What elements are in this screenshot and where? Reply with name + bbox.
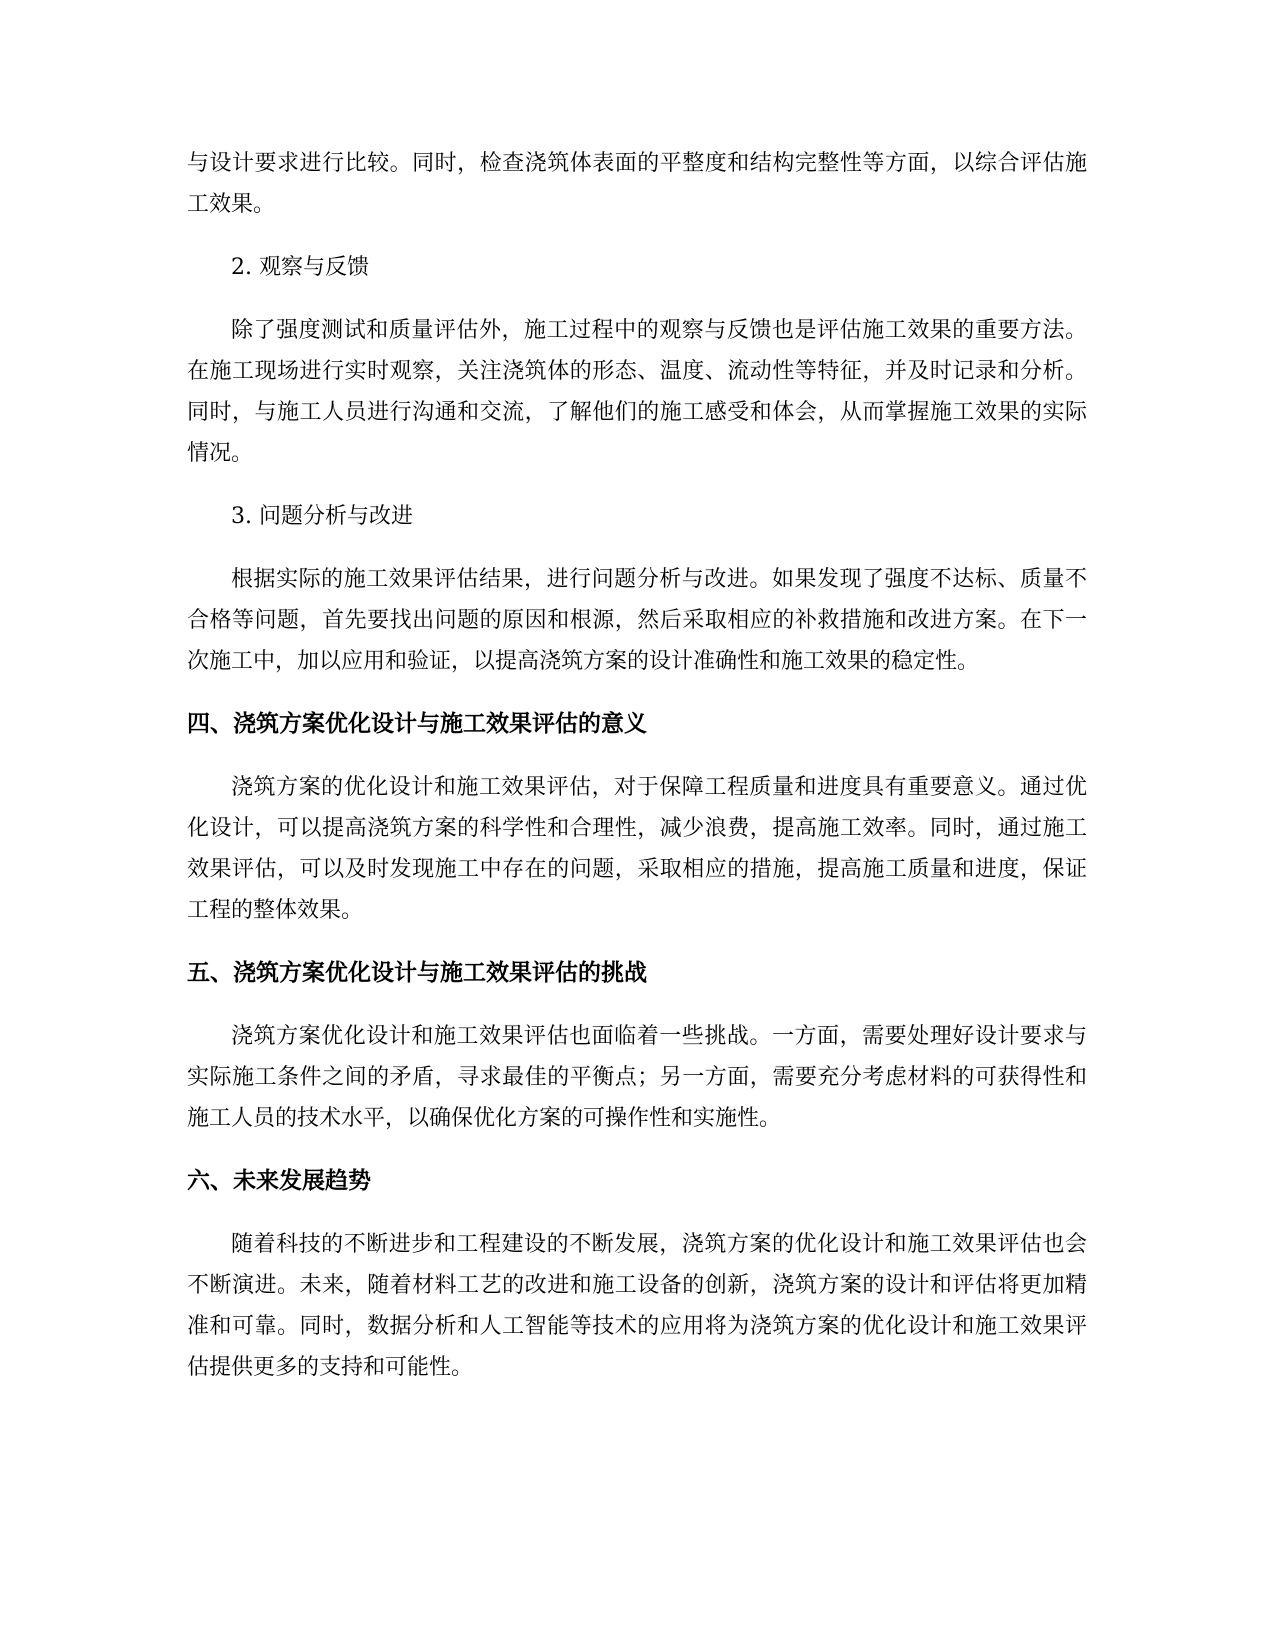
section-heading-5: 五、浇筑方案优化设计与施工效果评估的挑战: [187, 960, 647, 986]
paragraph-analysis: 根据实际的施工效果评估结果，进行问题分析与改进。如果发现了强度不达标、质量不合格等问题，首先要找出问题的原因和根源，然后采取相应的补救措施和改进方案。在下一次施工中，加以应用和验证，以提高浇筑方案的设计准确性和施工效果的稳定性。: [187, 567, 1087, 674]
text-column: [187, 143, 1087, 1388]
subsection-heading-3: 3. 问题分析与改进: [231, 504, 413, 529]
section-heading-4: 四、浇筑方案优化设计与施工效果评估的意义: [187, 711, 647, 737]
paragraph-observation: 除了强度测试和质量评估外，施工过程中的观察与反馈也是评估施工效果的重要方法。在施工现场进行实时观察，关注浇筑体的形态、温度、流动性等特征，并及时记录和分析。同时，与施工人员进行沟通和交流，了解他们的施工感受和体会，从而掌握施工效果的实际情况。: [187, 318, 1087, 466]
subsection-heading-2: 2. 观察与反馈: [231, 255, 369, 280]
paragraph-significance: 浇筑方案的优化设计和施工效果评估，对于保障工程质量和进度具有重要意义。通过优化设计，可以提高浇筑方案的科学性和合理性，减少浪费，提高施工效率。同时，通过施工效果评估，可以及时发现施工中存在的问题，采取相应的措施，提高施工质量和进度，保证工程的整体效果。: [187, 775, 1087, 923]
paragraph-continuation: 与设计要求进行比较。同时，检查浇筑体表面的平整度和结构完整性等方面，以综合评估施工效果。: [187, 151, 1087, 217]
section-heading-6: 六、未来发展趋势: [187, 1168, 371, 1194]
paragraph-future: 随着科技的不断进步和工程建设的不断发展，浇筑方案的优化设计和施工效果评估也会不断演进。未来，随着材料工艺的改进和施工设备的创新，浇筑方案的设计和评估将更加精准和可靠。同时，数据分析和人工智能等技术的应用将为浇筑方案的优化设计和施工效果评估提供更多的支持和可能性。: [187, 1232, 1087, 1380]
paragraph-challenges: 浇筑方案优化设计和施工效果评估也面临着一些挑战。一方面，需要处理好设计要求与实际施工条件之间的矛盾，寻求最佳的平衡点；另一方面，需要充分考虑材料的可获得性和施工人员的技术水平，以确保优化方案的可操作性和实施性。: [187, 1024, 1087, 1131]
